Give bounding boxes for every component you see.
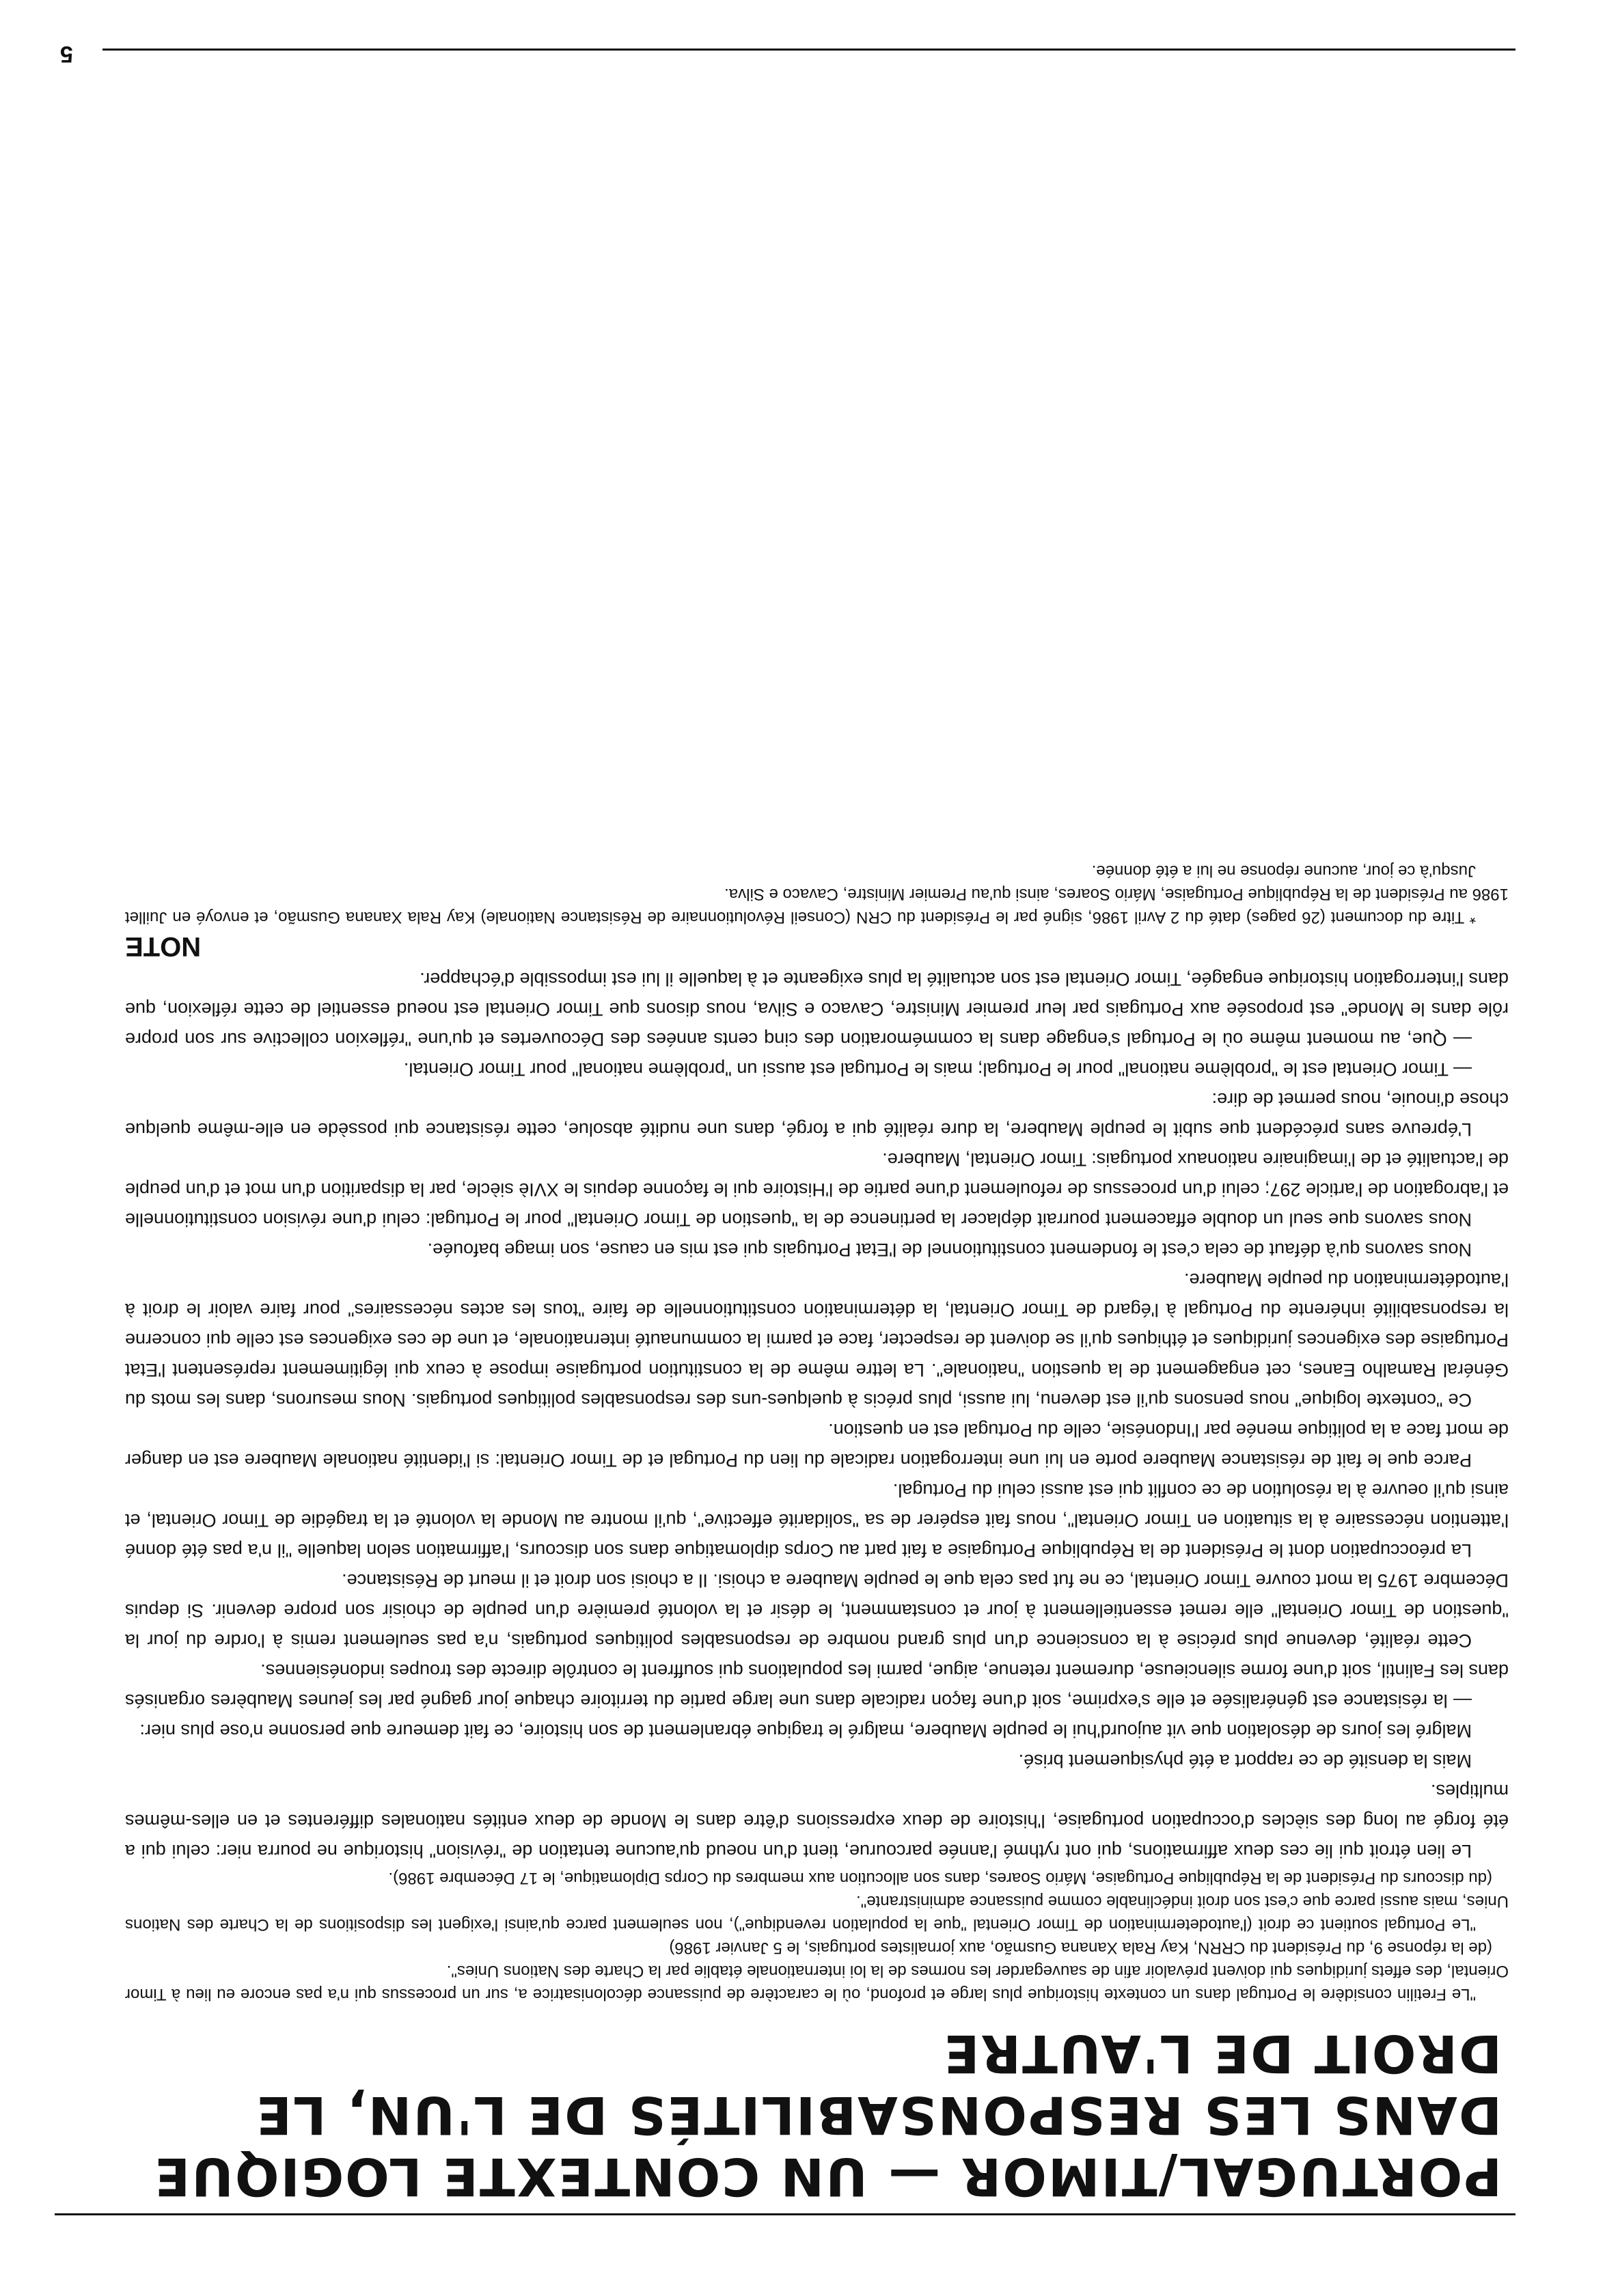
body-paragraph: Nous savons que seul un double effacement pourrait déplacer la pertinence de la "question de Timor Oriental" pour le Portugal: celui d'une révision constitutionnelle et l'abrogation de l'article 297; celui d'un processus de refoulement d'une partie de l'Histoire qui le façonne depuis le XVIè siècle, par la disparition d'un mot et d'un peuple de l'actualité et de l'imaginaire nationaux portugais: Timor Oriental, Maubere. bbox=[125, 1149, 1509, 1230]
bottom-rule bbox=[102, 49, 1516, 51]
top-rule bbox=[55, 2213, 1516, 2215]
epigraph-citation-1: (de la réponse 9, du Président du CRRN, Kay Rala Xanana Gusmão, aux jornalistes portugais, le 5 Janvier 1986) bbox=[669, 1939, 1492, 1957]
body-paragraph: Le lien étroit qui lie ces deux affirmations, qui ont rythmé l'année parcourue, tient d'un noeud qu'aucune tentation de "révision" historique ne pourra nier: celui qui a été forgé au long des siècles d'occupation portugaise, l'histoire de deux expressions d'être dans le Monde de deux entités nationales différentes et en elles-mêmes multiples. bbox=[125, 1781, 1509, 1861]
body-paragraph: Parce que le fait de résistance Maubere porte en lui une interrogation radicale du lien du Portugal et de Timor Oriental: si l'identité nationale Maubere est en danger de mort face a la politique menée par l'Indonésie, celle du Portugal est en question. bbox=[125, 1420, 1509, 1471]
body-paragraph: Ce "contexte logique" nous pensons qu'il est devenu, lui aussi, plus précis à quelques-uns des responsables politiques portugais. Nous mesurons, dans les mots du Général Ramalho Eanes, cet engagement de la question "nationale". La lettre même de la constitution portugaise impose à ceux qui légitimement représentent l'Etat Portugaise des exigences juridiques et éthiques qu'il se doivent de respecter, face et parmi la communauté internationale, et une de ces exigences est celle qui concerne la responsabilité inhérente du Portugal à l'égard de Timor Oriental, la détermination constitutionnelle de faire "tous les actes nécessaires" pour faire valoir le droit à l'autodétermination du peuple Maubere. bbox=[125, 1270, 1509, 1410]
body-paragraph: Mais la densité de ce rapport a été physiquement brisé. bbox=[1018, 1751, 1472, 1771]
page-number: 5 bbox=[60, 41, 73, 67]
note-text: Jusqu'à ce jour, aucune réponse ne lui a été donnée. bbox=[1091, 862, 1476, 880]
body-paragraph: La préoccupation dont le Président de la République Portugaise a fait part au Corps diplomatique dans son discours, l'affirmation selon laquelle "il n'a pas été donné l'attention nécessaire à la situation en Timor Oriental", nous fait espérer de sa "solidarité effective", qu'il montre au Monde la volonté et la tragédie de Timor Oriental, et ainsi qu'il oeuvre à la résolution de ce conflit qui est aussi celui du Portugal. bbox=[125, 1480, 1509, 1561]
body-paragraph: — Que, au moment même où le Portugal s'engage dans la commémoration des cinq cents années des Découvertes et qu'une "réflexion collective sur son propre rôle dans le Monde" est proposée aux Portugais par leur premier Ministre, Cavaco e Silva, nous disons que Timor Oriental est noeud essentiel de cette réflexion, que dans l'interrogation historique engagée, Timor Oriental est son actualité la plus exigeante et à laquelle il lui est impossible d'échapper. bbox=[125, 969, 1509, 1050]
body-paragraph: Malgré les jours de désolation que vit aujourd'hui le peuple Maubere, malgré le tragique ébranlement de son histoire, ce fait demeure que personne n'ose plus nier: bbox=[139, 1721, 1472, 1741]
article-body bbox=[125, 859, 1509, 2006]
body-paragraph: — Timor Oriental est le "problème national" pour le Portugal; mais le Portugal est aussi un "problème national" pour Timor Oriental. bbox=[403, 1059, 1472, 1080]
body-paragraph: Nous savons qu'à défaut de cela c'est le fondement constitutionnel de l'Etat Portugais qui est mis en cause, son image bafouée. bbox=[427, 1240, 1472, 1260]
body-paragraph: — la résistance est généralisée et elle s'exprime, soit d'une façon radicale dans une large partie du territoire chaque jour gagné par les jeunes Maubères organisés dans les Falintil, soit d'une forme silencieuse, durement retenue, aigue, parmi les populations qui souffrent le contrôle directe des troupes indonésiennes. bbox=[125, 1660, 1509, 1711]
body-paragraph: L'épreuve sans précédent que subit le peuple Maubere, la dure réalité qui a forgé, dans une nudité absolue, cette résistance qui possède en elle-même quelque chose d'inouie, nous permet de dire: bbox=[125, 1089, 1509, 1140]
body-paragraph: Cette réalité, devenue plus précise à la conscience d'un plus grand nombre de responsables politiques portugais, n'a pas seulement remis à l'ordre du jour la "question de Timor Oriental" elle remet essentiellement à jour et constamment, le désir et la volonté première d'un peuple de choisir son propre devenir. Si depuis Décembre 1975 la mort couvre Timor Oriental, ce ne fut pas cela que le peuple Maubere a choisi. Il a choisi son droit et il meurt de Résistance. bbox=[125, 1570, 1509, 1651]
note-text: * Titre du document (26 pages) daté du 2 Avril 1986, signé par le Président du CRN (Conseil Révolutionnaire de Résistance Nationale) Kay Rala Xanana Gusmão, et envoyé en Juillet 1986 au Président de la République Portugaise, Mário Soares, ainsi qu'au Premier Ministre, Cavaco e Silva. bbox=[125, 885, 1509, 927]
page-title: PORTUGAL/TIMOR — UN CONTEXTE LOGIQUE DANS LES RESPONSABILITÉS DE L'UN, LE DROIT DE L'AUTRE bbox=[153, 2023, 1502, 2207]
epigraph-citation-2: (du discours du Président de la République Portugaise, Mário Soares, dans son allocution aux membres du Corps Diplomatique, le 17 Décembre 1986). bbox=[388, 1869, 1492, 1887]
epigraph-quote-2: "Le Portugal soutient ce droit (l'autodetermination de Timor Oriental "que la population revendique"), non seulement parce qu'ainsi l'exigent les dispositions de la Charte des Nations Unies, mais aussi parce que c'est son droit indéclinable comme puissance administrante". bbox=[125, 1892, 1509, 1934]
epigraph-quote-1: "Le Fretilin considère le Portugal dans un contexte historique plus large et profond, où le caractère de puissance décolonisatrice a, sur un processus qui n'a pas encore eu lieu à Timor Oriental, des effets juridiques qui doivent prévaloir afin de sauvegarder les normes de la loi internationale établie par la Charte des Nations Unies". bbox=[125, 1962, 1509, 2004]
note-heading: NOTE bbox=[125, 931, 202, 961]
